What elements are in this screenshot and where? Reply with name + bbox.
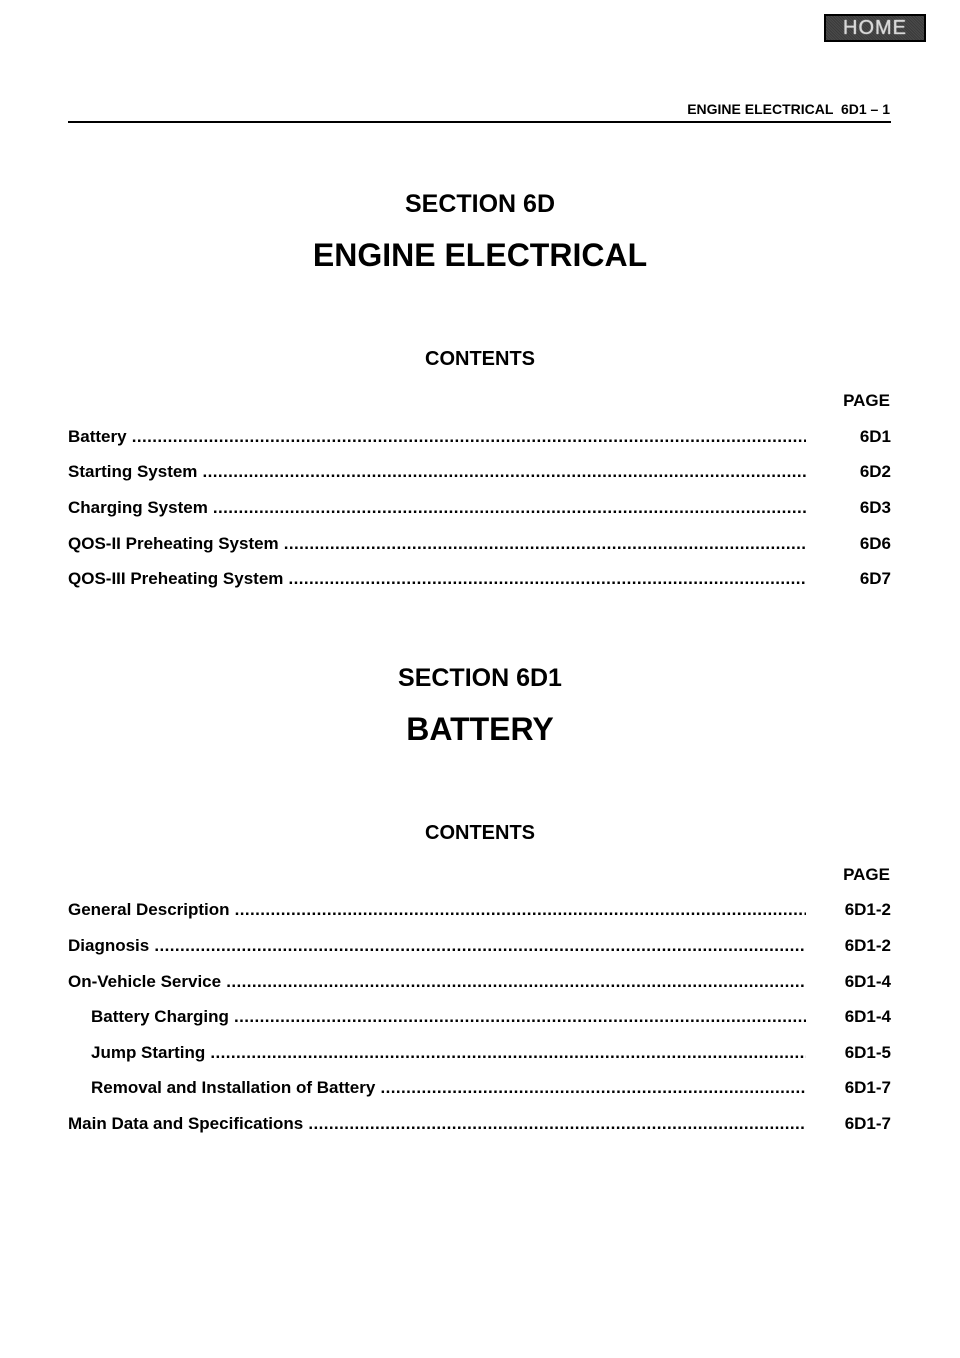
toc-entry-title: On-Vehicle Service ..... bbox=[68, 972, 806, 992]
toc-entry-battery-charging[interactable] bbox=[68, 1007, 891, 1029]
toc-entry-diagnosis[interactable] bbox=[68, 936, 891, 958]
toc-entry-title: Battery Charging ..... bbox=[91, 1007, 806, 1027]
section-6d-label: SECTION 6D bbox=[404, 190, 556, 218]
home-button[interactable] bbox=[824, 14, 926, 42]
toc-entry-title: Main Data and Specifications ..... bbox=[68, 1114, 806, 1134]
toc-entry-title: Diagnosis ..... bbox=[68, 936, 806, 956]
toc-entry-page: 6D3 bbox=[859, 498, 891, 517]
toc-entry-main-data-specifications[interactable] bbox=[68, 1114, 891, 1136]
toc-entry-page: 6D1-2 bbox=[844, 936, 891, 955]
toc-entry-title: Battery ..... bbox=[68, 427, 806, 447]
toc-entry-battery[interactable] bbox=[68, 427, 891, 449]
section-6d1-title: BATTERY bbox=[406, 711, 554, 747]
toc-entry-page: 6D1-7 bbox=[844, 1078, 891, 1097]
toc-entry-title: QOS-II Preheating System ..... bbox=[68, 534, 806, 554]
toc-entry-page: 6D1 bbox=[859, 427, 891, 446]
header-rule bbox=[68, 121, 891, 123]
toc-entry-page: 6D7 bbox=[859, 569, 891, 588]
home-button-label: HOME bbox=[843, 16, 907, 39]
toc-entry-starting-system[interactable] bbox=[68, 462, 891, 484]
section-6d-contents-heading: CONTENTS bbox=[425, 348, 535, 370]
toc-entry-title: QOS-III Preheating System ..... bbox=[68, 569, 806, 589]
toc-entry-page: 6D2 bbox=[859, 462, 891, 481]
toc-entry-charging-system[interactable] bbox=[68, 498, 891, 520]
section-6d-page-heading: PAGE bbox=[843, 391, 890, 410]
section-6d-title: ENGINE ELECTRICAL bbox=[312, 237, 648, 273]
toc-entry-title: Jump Starting ..... bbox=[91, 1043, 806, 1063]
toc-entry-page: 6D1-4 bbox=[844, 972, 891, 991]
section-6d1-label: SECTION 6D1 bbox=[398, 664, 562, 692]
toc-entry-page: 6D1-7 bbox=[844, 1114, 891, 1133]
toc-entry-qos-iii-preheating[interactable] bbox=[68, 569, 891, 591]
toc-entry-general-description[interactable] bbox=[68, 900, 891, 922]
toc-entry-jump-starting[interactable] bbox=[68, 1043, 891, 1065]
running-header: ENGINE ELECTRICAL 6D1 – 1 bbox=[687, 101, 890, 117]
toc-entry-qos-ii-preheating[interactable] bbox=[68, 534, 891, 556]
toc-entry-title: Removal and Installation of Battery ..... bbox=[91, 1078, 806, 1098]
toc-entry-page: 6D1-5 bbox=[844, 1043, 891, 1062]
toc-entry-removal-installation[interactable] bbox=[68, 1078, 891, 1100]
toc-entry-page: 6D6 bbox=[859, 534, 891, 553]
toc-entry-title: General Description ..... bbox=[68, 900, 806, 920]
toc-entry-page: 6D1-2 bbox=[844, 900, 891, 919]
toc-entry-on-vehicle-service[interactable] bbox=[68, 972, 891, 994]
toc-entry-title: Charging System ..... bbox=[68, 498, 806, 518]
toc-entry-title: Starting System ..... bbox=[68, 462, 806, 482]
toc-entry-page: 6D1-4 bbox=[844, 1007, 891, 1026]
section-6d1-contents-heading: CONTENTS bbox=[425, 822, 535, 844]
section-6d1-page-heading: PAGE bbox=[843, 865, 890, 884]
